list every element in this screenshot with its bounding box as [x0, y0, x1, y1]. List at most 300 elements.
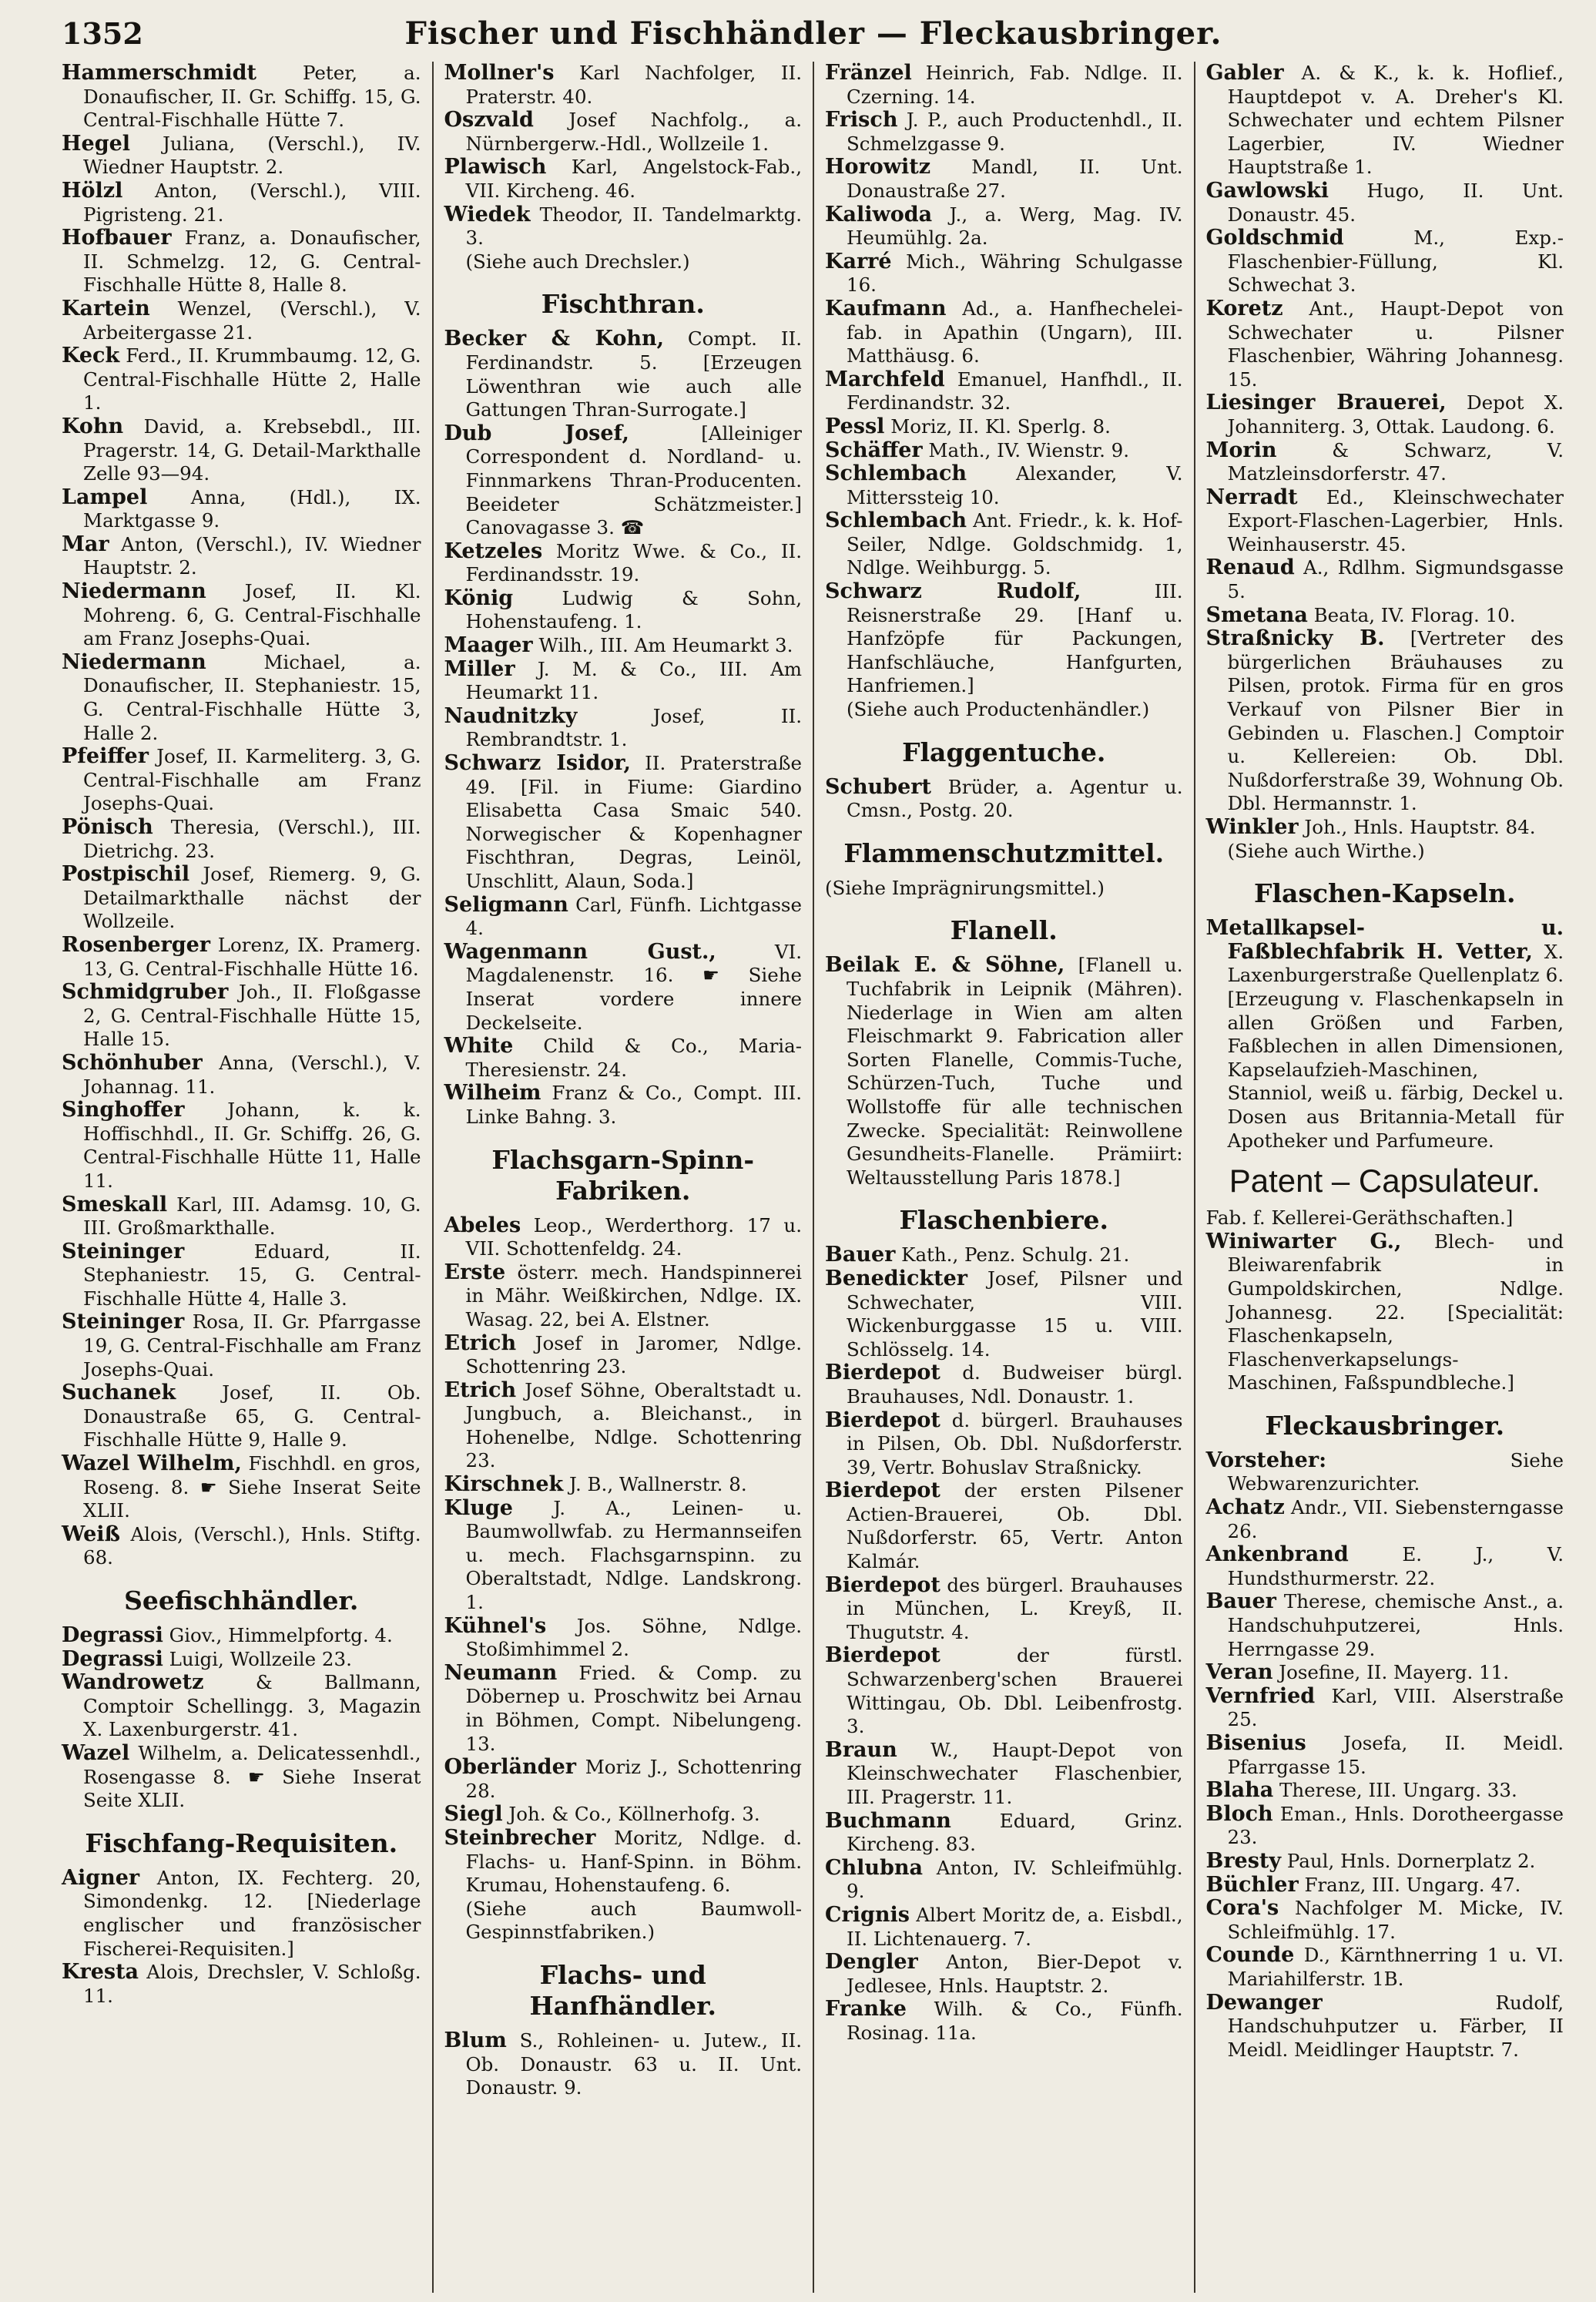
entry-name: Wagenmann Gust.,: [444, 939, 716, 964]
directory-entry: [825, 1855, 1183, 1904]
entry-text: Wilh. & Co., Fünfh. Rosinag. 11a.: [847, 1998, 1183, 2044]
directory-entry: [1205, 226, 1564, 297]
entry-text: Franz, a. Donaufischer, II. Schmelzg. 12, G. Central-Fischhalle Hütte 8, Halle 8.: [83, 227, 421, 297]
directory-entry: [444, 1260, 803, 1332]
entry-name: Oberländer: [444, 1755, 576, 1780]
entry-name: Abeles: [444, 1213, 521, 1237]
entry-text: Ant. Friedr., k. k. Hof-Seiler, Ndlge. Goldschmidg. 1, Ndlge. Weihburgg. 5.: [847, 509, 1183, 579]
section-heading: Flachs- und Hanfhändler.: [529, 1959, 717, 2021]
entry-name: Kartein: [62, 296, 150, 320]
entry-text: Brüder, a. Agentur u. Cmsn., Postg. 20.: [847, 775, 1183, 822]
entry-text: Mich., Währing Schulgasse 16.: [847, 250, 1183, 297]
directory-entry: [825, 1361, 1183, 1408]
entry-text: der ersten Pilsener Actien-Brauerei, Ob. Dbl. Nußdorferstr. 65, Vertr. Anton Kalmár.: [847, 1479, 1183, 1573]
directory-entry: [444, 108, 803, 156]
entry-name: Schäffer: [825, 438, 923, 462]
directory-entry: [1205, 1542, 1564, 1590]
directory-entry: [1205, 296, 1564, 391]
entry-text: A. & K., k. k. Hoflief., Hauptdepot v. A. Dreher's Kl. Schwechater und echtem Pilsner Lagerbier, IV. Wiedner Hauptstraße 1.: [1227, 62, 1564, 179]
directory-entry: [1205, 391, 1564, 438]
directory-entry: [1205, 1801, 1564, 1850]
entry-name: Bierdepot: [825, 1408, 940, 1432]
entry-text: Carl, Fünfh. Lichtgasse 4.: [465, 893, 802, 940]
directory-entry: [825, 508, 1183, 580]
directory-entry: [825, 1808, 1183, 1857]
entry-name: Schlembach: [825, 508, 967, 533]
section-heading: Flaschenbiere.: [899, 1205, 1108, 1236]
entry-text: [Flanell u. Tuchfabrik in Leipnik (Mähren). Niederlage in Wien am alten Fleischmarkt 9. Fabrication aller Sorten Flanelle, Commis-Tuche, Schürzen-Tuch, Tuche und Wollstoffe für alle technischen Zwecke. Specialität: Reinwollene Gesundheits-Flanelle. Prämiirt: Weltausstellung Paris 1878.]: [847, 954, 1183, 1189]
entry-text: Jos. Söhne, Ndlge. Stoßimhimmel 2.: [465, 1614, 802, 1661]
entry-text: Fried. & Comp. zu Döbernep u. Proschwitz bei Arnau in Böhmen, Compt. Nibelungeng. 13.: [465, 1661, 802, 1755]
directory-entry: [825, 296, 1183, 368]
entry-name: Bierdepot: [825, 1361, 940, 1385]
entry-name: Steinbrecher: [444, 1825, 596, 1850]
entry-text: Josef Nachfolg., a. Nürnbergerw.-Hdl., Wollzeile 1.: [465, 109, 802, 155]
entry-name: White: [444, 1034, 514, 1059]
entry-text: Ad., a. Hanfhechelei-fab. in Apathin (Ungarn), III. Matthäusg. 6.: [847, 297, 1183, 367]
directory-entry: [825, 1997, 1183, 2045]
entry-name: Weiß: [62, 1522, 121, 1546]
entry-text: Ed., Kleinschwechater Export-Flaschen-Lagerbier, Hnls. Weinhauserstr. 45.: [1227, 485, 1564, 555]
directory-entry: [444, 586, 803, 634]
directory-entry: [1205, 1683, 1564, 1732]
directory-entry: [1205, 1660, 1564, 1685]
entry-name: Kirschnek: [444, 1472, 564, 1497]
entry-text: Johann, k. k. Hoffischhdl., II. Gr. Schiffg. 26, G. Central-Fischhalle Hütte 11, Halle 11.: [83, 1099, 421, 1192]
entry-name: Etrich: [444, 1378, 517, 1402]
entry-text: Anton, (Verschl.), VIII. Pigristeng. 21.: [83, 179, 421, 226]
directory-entry: [62, 1310, 421, 1381]
entry-name: Vernfried: [1205, 1683, 1316, 1708]
entry-text: Mandl, II. Unt. Donaustraße 27.: [847, 156, 1183, 202]
directory-entry: [825, 367, 1183, 415]
entry-name: Karré: [825, 249, 892, 273]
entry-name: Straßnicky B.: [1205, 626, 1385, 651]
entry-text: & Ballmann, Comptoir Schellingg. 3, Magazin X. Laxenburgerstr. 41.: [83, 1671, 421, 1741]
entry-text: Math., IV. Wienstr. 9.: [922, 438, 1130, 461]
entry-name: Aigner: [62, 1865, 140, 1890]
entry-text: Josef, II. Karmeliterg. 3, G. Central-Fischhalle am Franz Josephs-Quai.: [83, 745, 421, 815]
directory-entry: [1205, 178, 1564, 227]
directory-entry: [444, 939, 803, 1035]
entry-text: Karl, Angelstock-Fab., VII. Kircheng. 46.: [465, 156, 802, 202]
entry-name: Schwarz Isidor,: [444, 751, 631, 776]
directory-entry: [62, 62, 421, 133]
directory-entry: [62, 1451, 421, 1523]
columns: [51, 62, 1574, 2293]
entry-name: Bresty: [1205, 1848, 1282, 1873]
entry-name: Renaud: [1205, 555, 1295, 580]
entry-text: Ludwig & Sohn, Hohenstaufeng. 1.: [465, 586, 802, 633]
entry-text: Anna, (Verschl.), V. Johannag. 11.: [83, 1051, 421, 1098]
directory-entry: [62, 414, 421, 486]
entry-text: David, a. Krebsebdl., III. Pragerstr. 14, G. Detail-Markthalle Zelle 93—94.: [83, 414, 421, 485]
page-header: [62, 6, 1565, 60]
directory-entry: [62, 296, 421, 344]
entry-name: Wazel: [62, 1740, 130, 1765]
entry-text: Luigi, Wollzeile 23.: [163, 1647, 352, 1670]
directory-entry: [62, 532, 421, 580]
entry-name: Dengler: [825, 1950, 918, 1975]
directory-entry: [444, 1613, 803, 1662]
directory-entry: [62, 1239, 421, 1311]
directory-entry: [62, 1098, 421, 1193]
running-title: Fischer und Fischhändler — Fleckausbringer.: [404, 15, 1222, 52]
entry-text: III. Reisnerstraße 29. [Hanf u. Hanfzöpfe für Packungen, Hanfschläuche, Hanfgurten, Hanfriemen.] (Siehe auch Productenhändler.): [847, 580, 1183, 721]
entry-text: Alexander, V. Mitterssteig 10.: [847, 462, 1183, 508]
entry-name: Goldschmid: [1205, 226, 1344, 250]
entry-text: & Schwarz, V. Matzleinsdorferstr. 47.: [1227, 438, 1564, 485]
directory-entry: [62, 1646, 421, 1672]
patent-capsulateur-line: Patent – Capsulateur.: [1229, 1163, 1541, 1200]
directory-entry: [444, 421, 803, 540]
entry-name: Niedermann: [62, 579, 206, 604]
directory-entry: [825, 1266, 1183, 1361]
entry-name: Singhoffer: [62, 1098, 185, 1122]
directory-entry: [444, 1331, 803, 1379]
entry-name: Blaha: [1205, 1778, 1274, 1803]
entry-name: Blum: [444, 2028, 507, 2052]
entry-name: Kluge: [444, 1495, 513, 1520]
entry-text: Juliana, (Verschl.), IV. Wiedner Hauptstr. 2.: [83, 132, 421, 179]
entry-text: Lorenz, IX. Pramerg. 13, G. Central-Fischhalle Hütte 16.: [83, 933, 421, 980]
entry-name: Marchfeld: [825, 367, 945, 391]
directory-entry: [444, 327, 803, 421]
entry-text: Paul, Hnls. Dornerplatz 2.: [1281, 1849, 1536, 1872]
entry-name: Achatz: [1205, 1495, 1285, 1520]
entry-text: Eman., Hnls. Dorotheergasse 23.: [1227, 1802, 1564, 1849]
directory-entry: [62, 1381, 421, 1452]
entry-text: Blech- und Bleiwarenfabrik in Gumpoldskirchen, Ndlge. Johannesg. 22. [Specialität: Flaschenkapseln, Flaschenverkapselungs-Maschinen, Faßspundbleche.]: [1227, 1230, 1564, 1394]
entry-name: Suchanek: [62, 1381, 176, 1405]
entry-text: Karl, VIII. Alserstraße 25.: [1227, 1684, 1564, 1731]
entry-text: Albert Moritz de, a. Eisbdl., II. Lichtenauerg. 7.: [847, 1903, 1183, 1950]
directory-entry: [444, 1034, 803, 1082]
entry-name: Ankenbrand: [1205, 1542, 1349, 1567]
entry-text: Eduard, Grinz. Kircheng. 83.: [847, 1809, 1183, 1856]
entry-name: Mar: [62, 532, 109, 556]
entry-name: Naudnitzky: [444, 703, 578, 728]
entry-name: Seligmann: [444, 892, 568, 917]
entry-name: Steininger: [62, 1310, 185, 1334]
entry-name: Steininger: [62, 1239, 185, 1263]
column-2: [432, 62, 813, 2293]
entry-name: Plawisch: [444, 155, 547, 180]
entry-text: österr. mech. Handspinnerei in Mähr. Weißkirchen, Ndlge. IX. Wasag. 22, bei A. Elstner.: [465, 1260, 802, 1331]
entry-name: Miller: [444, 656, 515, 681]
entry-text: Emanuel, Hanfhdl., II. Ferdinandstr. 32.: [847, 367, 1183, 414]
directory-entry: [825, 1737, 1183, 1810]
entry-name: Horowitz: [825, 155, 931, 180]
entry-text: Joh., II. Floßgasse 2, G. Central-Fischhalle Hütte 15, Halle 15.: [83, 981, 421, 1051]
directory-entry: [825, 953, 1183, 1190]
entry-name: Smeskall: [62, 1192, 168, 1216]
entry-text: Rosa, II. Gr. Pfarrgasse 19, G. Central-Fischhalle am Franz Josephs-Quai.: [83, 1310, 421, 1381]
entry-name: Keck: [62, 344, 120, 368]
entry-name: Mollner's: [444, 62, 555, 85]
entry-name: Degrassi: [62, 1646, 163, 1671]
entry-name: Niedermann: [62, 649, 206, 674]
entry-name: Smetana: [1205, 602, 1308, 627]
entry-text: Anna, (Hdl.), IX. Marktgasse 9.: [83, 485, 421, 532]
entry-name: Beilak E. & Söhne,: [825, 953, 1065, 978]
entry-text: Andr., VII. Siebensterngasse 26.: [1227, 1496, 1564, 1542]
section-heading: Flanell.: [950, 915, 1058, 946]
entry-name: Oszvald: [444, 108, 534, 133]
entry-text: J. A., Leinen- u. Baumwollwfab. zu Hermannseifen u. mech. Flachsgarnspinn. zu Oberaltstadt, Ndlge. Landskrong. 1.: [465, 1496, 802, 1614]
directory-entry: [444, 1660, 803, 1756]
section-heading: Fischthran.: [541, 289, 705, 320]
directory-entry: [62, 1192, 421, 1240]
directory-entry: [62, 980, 421, 1052]
entry-name: Kaufmann: [825, 296, 947, 320]
entry-name: Metallkapsel- u. Faßblechfabrik H. Vetter,: [1205, 916, 1564, 964]
entry-text: Fischhdl. en gros, Roseng. 8. ☛ Siehe Inserat Seite XLII.: [83, 1452, 421, 1522]
entry-name: Hofbauer: [62, 226, 172, 250]
directory-entry: [825, 108, 1183, 156]
directory-entry: [444, 1495, 803, 1615]
entry-name: Benedickter: [825, 1266, 967, 1290]
directory-entry: [62, 579, 421, 651]
directory-entry: [825, 155, 1183, 203]
entry-text: Theresia, (Verschl.), III. Dietrichg. 23.: [83, 816, 421, 862]
directory-entry: [62, 932, 421, 981]
entry-name: Lampel: [62, 485, 148, 509]
entry-name: Bierdepot: [825, 1572, 940, 1597]
directory-entry: [62, 1865, 421, 1961]
directory-entry: [825, 774, 1183, 823]
directory-entry: [825, 249, 1183, 297]
entry-text: M., Exp.-Flaschenbier-Füllung, Kl. Schwechat 3.: [1227, 227, 1564, 297]
entry-text: X. Laxenburgerstraße Quellenplatz 6. [Erzeugung v. Flaschenkapseln in allen Größen und Farben, Faßblechen in allen Dimensionen, Kapselaufzieh-Maschinen, Stanniol, weiß u. färbig, Deckel u. Dosen aus Britannia-Metall für Apotheker und Parfumeure.: [1227, 940, 1564, 1152]
entry-name: Wazel Wilhelm,: [62, 1451, 242, 1476]
directory-entry: [1205, 1448, 1564, 1496]
directory-entry: [444, 1081, 803, 1129]
directory-entry: [1205, 1872, 1564, 1898]
entry-text: Alois, (Verschl.), Hnls. Stiftg. 68.: [83, 1522, 421, 1569]
directory-entry: [1205, 602, 1564, 628]
entry-text: W., Haupt-Depot von Kleinschwechater Flaschenbier, III. Pragerstr. 11.: [847, 1738, 1183, 1808]
entry-name: Wandrowetz: [62, 1670, 204, 1695]
entry-text: Moritz, Ndlge. d. Flachs- u. Hanf-Spinn. in Böhm. Krumau, Hohenstaufeng. 6. (Siehe auch Baumwoll-Gespinnstfabriken.): [465, 1826, 802, 1944]
entry-text: d. Budweiser bürgl. Brauhauses, Ndl. Donaustr. 1.: [847, 1361, 1183, 1408]
entry-name: Maager: [444, 633, 533, 658]
entry-text: Depot X. Johanniterg. 3, Ottak. Laudong. 6.: [1227, 391, 1564, 438]
entry-text: Alois, Drechsler, V. Schloßg. 11.: [83, 1961, 421, 2007]
entry-name: Dewanger: [1205, 1990, 1323, 2015]
directory-entry: [62, 485, 421, 533]
entry-text: A., Rdlhm. Sigmundsgasse 5.: [1227, 556, 1564, 603]
entry-text: des bürgerl. Brauhauses in München, L. Kreyß, II. Thugutstr. 4.: [847, 1573, 1183, 1643]
column-3: [813, 62, 1194, 2293]
entry-text: Wilh., III. Am Heumarkt 3.: [532, 634, 793, 657]
directory-entry: [444, 202, 803, 274]
entry-text: D., Kärnthnerring 1 u. VI. Mariahilferstr. 1B.: [1227, 1944, 1564, 1990]
entry-name: Pessl: [825, 414, 885, 438]
entry-name: Pfeiffer: [62, 744, 149, 769]
directory-entry: [825, 1950, 1183, 1998]
entry-text: Joh., Hnls. Hauptstr. 84. (Siehe auch Wirthe.): [1227, 816, 1536, 862]
page-number: 1352: [62, 15, 143, 51]
directory-entry: [1205, 1896, 1564, 1944]
entry-name: Kohn: [62, 414, 124, 438]
entry-text: J. M. & Co., III. Am Heumarkt 11.: [465, 657, 802, 704]
entry-name: Postpischil: [62, 862, 190, 887]
entry-text: Franz, III. Ungarg. 47.: [1298, 1873, 1521, 1896]
entry-name: Koretz: [1205, 296, 1283, 320]
entry-name: Morin: [1205, 438, 1277, 462]
entry-name: Hammerschmidt: [62, 62, 256, 85]
entry-text: [Alleiniger Correspondent d. Nordland- u. Finnmarkens Thran-Producenten. Beeideter Schätzmeister.] Canovagasse 3. ☎: [465, 421, 802, 539]
directory-entry: [825, 1243, 1183, 1267]
entry-text: Siehe Webwarenzurichter.: [1227, 1448, 1564, 1495]
entry-text: Kath., Penz. Schulg. 21.: [895, 1243, 1130, 1267]
directory-entry: [825, 1572, 1183, 1645]
directory-entry: [62, 226, 421, 297]
entry-name: Rosenberger: [62, 932, 211, 957]
entry-name: Braun: [825, 1737, 897, 1762]
directory-entry: [62, 1740, 421, 1813]
entry-text: [Vertreter des bürgerlichen Bräuhauses zu Pilsen, protok. Firma für en gros Verkauf von Pilsner Bier in Gebinden u. Flaschen.] Comptoir u. Kellereien: Ob. Dbl. Nußdorferstraße 39, Wohnung Ob. Dbl. Hermannstr. 1.: [1227, 627, 1564, 815]
entry-name: Kaliwoda: [825, 202, 933, 227]
entry-text: Karl Nachfolger, II. Praterstr. 40.: [465, 62, 802, 108]
entry-text: Josef, Riemerg. 9, G. Detailmarkthalle nächst der Wollzeile.: [83, 863, 421, 933]
directory-entry: [825, 1643, 1183, 1738]
entry-name: Bierdepot: [825, 1643, 940, 1668]
entry-name: Veran: [1205, 1660, 1273, 1685]
entry-text: Wenzel, (Verschl.), V. Arbeitergasse 21.: [83, 297, 421, 344]
entry-name: Degrassi: [62, 1623, 163, 1647]
entry-text: Anton, Bier-Depot v. Jedlesee, Hnls. Hauptstr. 2.: [847, 1951, 1183, 1997]
entry-name: Wiedek: [444, 202, 531, 227]
directory-entry: [825, 414, 1183, 439]
directory-entry: [1205, 626, 1564, 816]
entry-text: Josefine, II. Mayerg. 11.: [1272, 1661, 1510, 1684]
entry-text: Michael, a. Donaufischer, II. Stephaniestr. 15, G. Central-Fischhalle Hütte 3, Halle 2.: [83, 650, 421, 744]
directory-entry: [444, 1802, 803, 1827]
entry-name: Neumann: [444, 1660, 558, 1685]
directory-entry: [825, 438, 1183, 463]
directory-entry: [444, 1755, 803, 1803]
entry-name: Hegel: [62, 131, 131, 156]
entry-name: Winkler: [1205, 815, 1299, 839]
entry-text: E. J., V. Hundsthurmerstr. 22.: [1227, 1543, 1564, 1589]
entry-name: Buchmann: [825, 1808, 951, 1833]
directory-entry: [62, 1670, 421, 1742]
directory-entry: [62, 1960, 421, 2008]
directory-entry: [1205, 1731, 1564, 1779]
entry-text: J. P., auch Productenhdl., II. Schmelzgasse 9.: [847, 109, 1183, 155]
entry-name: Crignis: [825, 1902, 910, 1927]
directory-entry: [1205, 1589, 1564, 1661]
directory-entry: [444, 1213, 803, 1261]
directory-entry: [825, 62, 1183, 109]
entry-name: Erste: [444, 1260, 506, 1284]
directory-entry: [444, 1378, 803, 1473]
entry-name: Hölzl: [62, 178, 123, 203]
entry-name: Fränzel: [825, 62, 912, 85]
column-4: [1194, 62, 1575, 2293]
directory-entry: [62, 178, 421, 227]
directory-entry: [1205, 1495, 1564, 1543]
directory-entry: [1205, 1229, 1564, 1395]
entry-text: Nachfolger M. Micke, IV. Schleifmühlg. 17.: [1227, 1897, 1564, 1943]
directory-entry: [1205, 1778, 1564, 1803]
directory-entry: [444, 62, 803, 109]
directory-entry: [444, 892, 803, 941]
section-heading: Seefischhändler.: [124, 1586, 359, 1616]
entry-name: Büchler: [1205, 1872, 1299, 1897]
entry-name: König: [444, 586, 514, 610]
directory-entry: [62, 1623, 421, 1648]
entry-text: Moriz, II. Kl. Sperlg. 8.: [884, 414, 1111, 438]
directory-entry: [444, 155, 803, 203]
directory-entry: [1205, 815, 1564, 863]
entry-text: Peter, a. Donaufischer, II. Gr. Schiffg. 15, G. Central-Fischhalle Hütte 7.: [83, 62, 421, 132]
directory-entry: [825, 202, 1183, 250]
entry-name: Kühnel's: [444, 1613, 547, 1638]
entry-text: Josefa, II. Meidl. Pfarrgasse 15.: [1227, 1732, 1564, 1778]
entry-name: Kresta: [62, 1960, 139, 1985]
section-heading: Fleckausbringer.: [1265, 1410, 1505, 1441]
column-1: [51, 62, 432, 2293]
directory-entry: [1205, 62, 1564, 180]
entry-text: Josef, Pilsner und Schwechater, VIII. Wickenburggasse 15 u. VIII. Schlösselg. 14.: [847, 1267, 1183, 1361]
entry-text: Therese, III. Ungarg. 33.: [1273, 1779, 1517, 1802]
entry-name: Cora's: [1205, 1896, 1279, 1921]
entry-text: Wilhelm, a. Delicatessenhdl., Rosengasse 8. ☛ Siehe Inserat Seite XLII.: [83, 1741, 421, 1812]
directory-entry: [62, 744, 421, 816]
entry-name: Siegl: [444, 1802, 503, 1827]
entry-name: Schönhuber: [62, 1050, 203, 1075]
entry-name: Vorsteher:: [1205, 1448, 1327, 1472]
entry-text: Therese, chemische Anst., a. Handschuhputzerei, Hnls. Herrngasse 29.: [1227, 1590, 1564, 1660]
entry-text: Eduard, II. Stephaniestr. 15, G. Central-Fischhalle Hütte 4, Halle 3.: [83, 1240, 421, 1310]
entry-text: Karl, III. Adamsg. 10, G. III. Großmarkthalle.: [83, 1193, 421, 1240]
directory-entry: [1205, 438, 1564, 486]
entry-text: Joh. & Co., Köllnerhofg. 3.: [502, 1803, 760, 1826]
entry-name: Pönisch: [62, 815, 153, 839]
directory-entry: [1205, 1990, 1564, 2062]
entry-text: Leop., Werderthorg. 17 u. VII. Schottenfeldg. 24.: [465, 1213, 802, 1260]
entry-text: Josef, II. Rembrandtstr. 1.: [465, 704, 802, 751]
entry-name: Frisch: [825, 108, 898, 133]
entry-name: Ketzeles: [444, 539, 543, 563]
directory-entry: [444, 703, 803, 752]
directory-entry: [1205, 916, 1564, 1153]
entry-name: Winiwarter G.,: [1205, 1229, 1402, 1253]
directory-entry: [62, 815, 421, 863]
entry-text: Theodor, II. Tandelmarktg. 3. (Siehe auch Drechsler.): [465, 203, 802, 273]
entry-name: Bierdepot: [825, 1478, 940, 1503]
directory-entry: [444, 751, 803, 894]
entry-text: Child & Co., Maria-Theresienstr. 24.: [465, 1035, 802, 1081]
section-heading: Flammenschutzmittel.: [843, 837, 1165, 868]
directory-entry: [1205, 555, 1564, 603]
entry-name: Bloch: [1205, 1801, 1273, 1826]
entry-text: Giov., Himmelpfortg. 4.: [163, 1624, 393, 1646]
entry-text: Ferd., II. Krummbaumg. 12, G. Central-Fischhalle Hütte 2, Halle 1.: [83, 344, 421, 414]
entry-name: Bisenius: [1205, 1731, 1306, 1755]
entry-text: S., Rohleinen- u. Jutew., II. Ob. Donaustr. 63 u. II. Unt. Donaustr. 9.: [465, 2029, 802, 2099]
directory-entry: [825, 1408, 1183, 1480]
directory-entry: [62, 344, 421, 415]
entry-name: Schwarz Rudolf,: [825, 579, 1081, 604]
entry-text: Anton, IX. Fechterg. 20, Simondenkg. 12. [Niederlage englischer und französischer Fischerei-Requisiten.]: [83, 1866, 421, 1960]
entry-name: Bauer: [1205, 1589, 1276, 1614]
entry-text: Anton, IV. Schleifmühlg. 9.: [847, 1856, 1183, 1903]
directory-entry: [825, 1478, 1183, 1573]
